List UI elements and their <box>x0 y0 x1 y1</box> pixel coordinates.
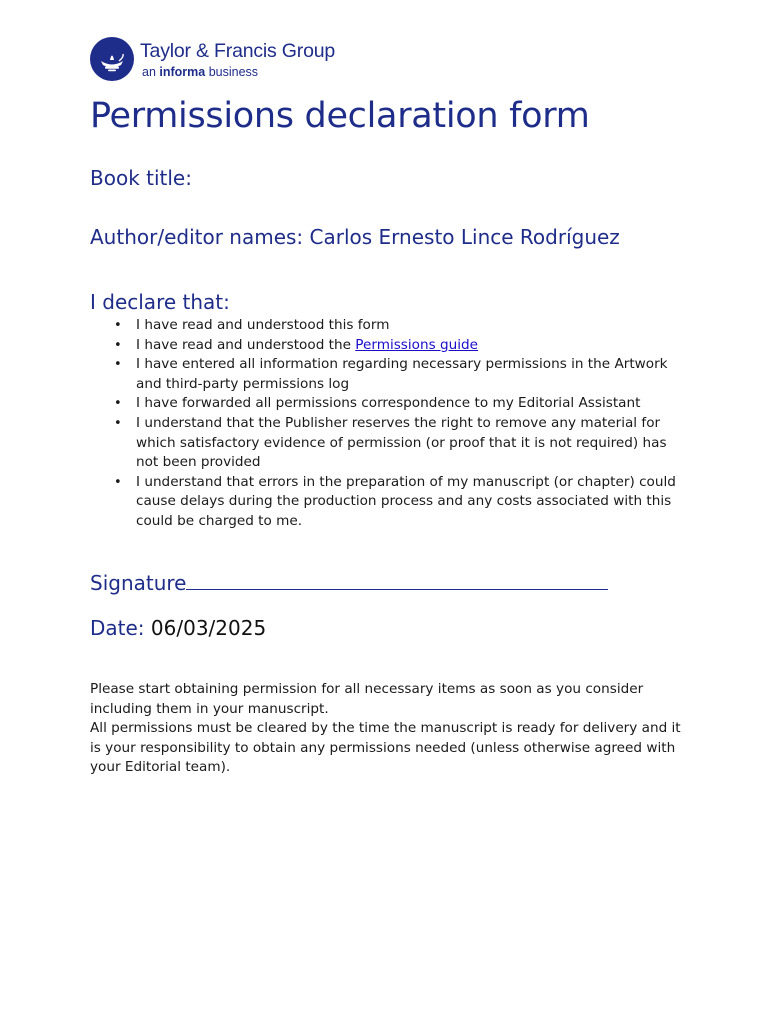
lamp-logo-icon <box>90 37 134 81</box>
declaration-item: • I have read and understood this form <box>136 316 690 336</box>
note-paragraph: Please start obtaining permission for all necessary items as soon as you consider including them in your manuscript. <box>90 681 644 717</box>
permissions-guide-link[interactable]: Permissions guide <box>355 336 479 353</box>
logo-tagline: an informa business <box>142 65 259 79</box>
book-title-field <box>90 166 192 190</box>
page-title: Permissions declaration form <box>90 96 590 136</box>
signature-line[interactable] <box>186 568 608 590</box>
signature-label: Signature <box>90 571 187 595</box>
date-field <box>90 616 266 640</box>
declaration-item: • I have read and understood the Permissions guide <box>136 336 690 356</box>
declaration-item: • I understand that errors in the preparation of my manuscript (or chapter) could cause delays during the production process and any costs associated with this could be charged to me. <box>136 473 690 532</box>
author-value: Carlos Ernesto Lince Rodríguez <box>309 225 620 249</box>
declaration-list <box>90 316 690 532</box>
book-title-label: Book title: <box>90 166 192 190</box>
date-value: 06/03/2025 <box>150 616 267 640</box>
declaration-item: • I understand that the Publisher reserves the right to remove any material for which satisfactory evidence of permission (or proof that it is not required) has not been provided <box>136 414 690 473</box>
date-label: Date: <box>90 616 145 640</box>
author-label: Author/editor names: <box>90 225 304 249</box>
logo-wordmark: Taylor & Francis Group <box>140 40 335 62</box>
author-field <box>90 225 620 249</box>
declaration-item: • I have forwarded all permissions correspondence to my Editorial Assistant <box>136 394 690 414</box>
declaration-item: • I have entered all information regarding necessary permissions in the Artwork and third-party permissions log <box>136 355 690 394</box>
note-paragraph: All permissions must be cleared by the time the manuscript is ready for delivery and it is your responsibility to obtain any permissions needed (unless otherwise agreed with your Editorial team). <box>90 720 681 776</box>
instructions-note <box>90 680 690 778</box>
signature-field <box>90 568 608 595</box>
declare-heading: I declare that: <box>90 290 230 314</box>
